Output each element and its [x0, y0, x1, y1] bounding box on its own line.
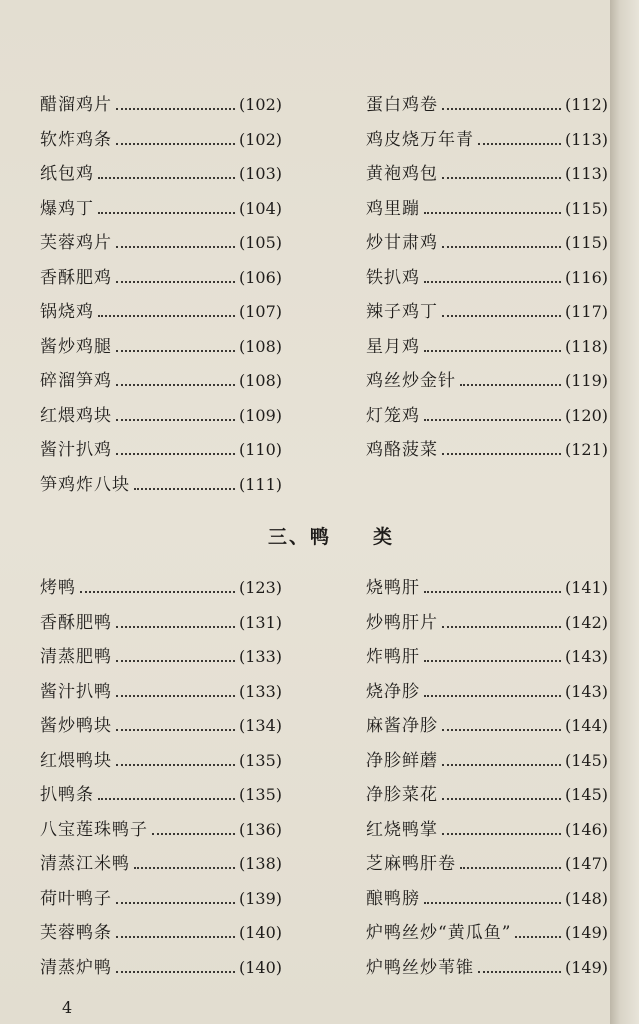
entry-page-number: (120) [564, 405, 608, 425]
entry-page-number: (119) [564, 371, 608, 390]
entry-title: 炉鸭丝炒“黄瓜鱼” [366, 923, 512, 943]
toc-entry [366, 782, 608, 808]
entry-title: 酱汁扒鸭 [40, 681, 112, 702]
toc-entry [366, 748, 608, 774]
toc-entry [40, 920, 282, 946]
entry-page-number: (146) [564, 819, 608, 839]
entry-title: 炒甘肃鸡 [366, 233, 438, 253]
dot-leader [442, 313, 561, 317]
toc-entry [366, 334, 608, 360]
entry-title: 笋鸡炸八块 [40, 474, 130, 495]
dot-leader [116, 624, 235, 628]
toc-entry [366, 575, 608, 601]
toc-entry [40, 92, 282, 118]
dot-leader [478, 969, 561, 973]
entry-page-number: (143) [564, 647, 608, 666]
entry-title: 纸包鸡 [40, 164, 94, 184]
entry-title: 麻酱净胗 [366, 716, 438, 736]
entry-page-number: (139) [238, 888, 282, 908]
toc-entry [366, 92, 608, 118]
dot-leader [424, 417, 561, 421]
entry-page-number: (140) [238, 957, 282, 977]
entry-page-number: (133) [238, 681, 282, 701]
entry-title: 扒鸭条 [40, 785, 94, 805]
toc-entry [40, 817, 282, 843]
entry-page-number: (113) [564, 164, 608, 183]
entry-title: 红煨鸡块 [40, 405, 112, 426]
dot-leader [460, 865, 561, 869]
dot-leader [424, 210, 561, 214]
entry-title: 星月鸡 [366, 336, 420, 357]
dot-leader [424, 693, 561, 697]
dot-leader [424, 658, 561, 662]
entry-page-number: (102) [238, 129, 282, 149]
dot-leader [116, 658, 235, 662]
entry-page-number: (113) [564, 129, 608, 149]
dot-leader [478, 141, 561, 145]
toc-entry [40, 886, 282, 912]
dot-leader [134, 865, 235, 869]
toc-entry [40, 334, 282, 360]
dot-leader [116, 727, 235, 731]
entry-page-number: (117) [564, 302, 608, 321]
entry-title: 蛋白鸡卷 [366, 95, 438, 115]
dot-leader [424, 279, 561, 283]
entry-title: 芙蓉鸡片 [40, 233, 112, 253]
entry-title: 香酥肥鸭 [40, 612, 112, 633]
entry-title: 醋溜鸡片 [40, 95, 112, 115]
dot-leader [424, 900, 561, 904]
entry-page-number: (109) [238, 405, 282, 425]
dot-leader [98, 210, 235, 214]
toc-entry [40, 610, 282, 636]
toc-entry [366, 299, 608, 325]
entry-title: 芙蓉鸭条 [40, 923, 112, 943]
entry-title: 软炸鸡条 [40, 129, 112, 150]
entry-title: 炒鸭肝片 [366, 612, 438, 633]
toc-entry [40, 713, 282, 739]
toc-entry [366, 851, 608, 877]
dot-leader [152, 831, 235, 835]
entry-title: 锅烧鸡 [40, 302, 94, 322]
entry-title: 荷叶鸭子 [40, 888, 112, 909]
entry-page-number: (108) [238, 336, 282, 356]
dot-leader [442, 451, 561, 455]
dot-leader [116, 141, 235, 145]
entry-title: 铁扒鸡 [366, 267, 420, 288]
toc-entry [366, 644, 608, 670]
entry-page-number: (116) [564, 267, 608, 287]
dot-leader [442, 244, 561, 248]
entry-page-number: (135) [238, 750, 282, 770]
entry-title: 芝麻鸭肝卷 [366, 854, 456, 874]
entry-title: 香酥肥鸡 [40, 267, 112, 288]
entry-page-number: (138) [238, 854, 282, 873]
dot-leader [442, 762, 561, 766]
entry-page-number: (115) [564, 198, 608, 218]
entry-page-number: (112) [564, 95, 608, 114]
entry-title: 红煨鸭块 [40, 750, 112, 771]
toc-entry [366, 920, 608, 946]
entry-page-number: (148) [564, 888, 608, 908]
dot-leader [116, 969, 235, 973]
dot-leader [116, 279, 235, 283]
toc-entry [40, 265, 282, 291]
toc-entry [366, 679, 608, 705]
dot-leader [515, 934, 561, 938]
entry-page-number: (135) [238, 785, 282, 804]
toc-entry [40, 748, 282, 774]
entry-page-number: (105) [238, 233, 282, 252]
toc-entry [366, 610, 608, 636]
entry-title: 净胗鲜蘑 [366, 750, 438, 771]
toc-entry [40, 472, 282, 498]
toc-entry [40, 437, 282, 463]
dot-leader [460, 382, 561, 386]
toc-entry [40, 679, 282, 705]
entry-page-number: (110) [238, 440, 282, 459]
dot-leader [116, 900, 235, 904]
entry-title: 辣子鸡丁 [366, 302, 438, 322]
entry-page-number: (102) [238, 95, 282, 114]
dot-leader [98, 313, 235, 317]
entry-page-number: (111) [238, 474, 282, 494]
entry-page-number: (142) [564, 612, 608, 632]
toc-entry [366, 265, 608, 291]
dot-leader [98, 796, 235, 800]
toc-entry [366, 127, 608, 153]
toc-entry [40, 299, 282, 325]
toc-entry [366, 368, 608, 394]
toc-entry [40, 955, 282, 981]
entry-page-number: (136) [238, 819, 282, 839]
entry-title: 鸡里蹦 [366, 198, 420, 219]
toc-entry [366, 403, 608, 429]
entry-title: 烧净胗 [366, 681, 420, 702]
toc-entry [366, 196, 608, 222]
toc-entry [40, 161, 282, 187]
dot-leader [442, 727, 561, 731]
entry-title: 鸡皮烧万年青 [366, 129, 474, 150]
entry-page-number: (107) [238, 302, 282, 321]
entry-title: 清蒸炉鸭 [40, 957, 112, 978]
toc-entry [366, 955, 608, 981]
entry-title: 酱炒鸡腿 [40, 336, 112, 357]
dot-leader [442, 106, 561, 110]
entry-title: 烧鸭肝 [366, 578, 420, 598]
toc-entry [366, 886, 608, 912]
entry-title: 炉鸭丝炒苇锥 [366, 957, 474, 978]
entry-page-number: (108) [238, 371, 282, 390]
entry-page-number: (118) [564, 336, 608, 356]
toc-entry [366, 161, 608, 187]
entry-page-number: (133) [238, 647, 282, 666]
toc-entry [366, 230, 608, 256]
dot-leader [116, 762, 235, 766]
dot-leader [424, 589, 561, 593]
dot-leader [116, 348, 235, 352]
toc-entry [366, 437, 608, 463]
entry-title: 酱炒鸭块 [40, 716, 112, 736]
toc-entry [40, 230, 282, 256]
dot-leader [98, 175, 235, 179]
toc-entry [40, 368, 282, 394]
toc-entry [40, 782, 282, 808]
dot-leader [442, 831, 561, 835]
entry-page-number: (147) [564, 854, 608, 873]
entry-page-number: (104) [238, 198, 282, 218]
entry-title: 烤鸭 [40, 578, 76, 598]
entry-title: 清蒸肥鸭 [40, 647, 112, 667]
entry-page-number: (123) [238, 578, 282, 597]
toc-entry [366, 817, 608, 843]
entry-page-number: (149) [564, 957, 608, 977]
entry-page-number: (140) [238, 923, 282, 942]
dot-leader [134, 486, 235, 490]
entry-page-number: (149) [564, 923, 608, 942]
entry-title: 鸡酪菠菜 [366, 440, 438, 460]
entry-page-number: (145) [564, 750, 608, 770]
entry-page-number: (143) [564, 681, 608, 701]
entry-page-number: (106) [238, 267, 282, 287]
dot-leader [116, 106, 235, 110]
dot-leader [116, 934, 235, 938]
entry-page-number: (103) [238, 164, 282, 183]
toc-entry [40, 127, 282, 153]
dot-leader [116, 244, 235, 248]
entry-title: 清蒸江米鸭 [40, 854, 130, 874]
entry-title: 炸鸭肝 [366, 647, 420, 667]
entry-page-number: (121) [564, 440, 608, 459]
dot-leader [442, 175, 561, 179]
dot-leader [116, 451, 235, 455]
entry-title: 酿鸭膀 [366, 888, 420, 909]
dot-leader [116, 417, 235, 421]
toc-entry [40, 575, 282, 601]
entry-title: 爆鸡丁 [40, 198, 94, 219]
entry-page-number: (141) [564, 578, 608, 597]
entry-title: 净胗菜花 [366, 785, 438, 805]
dot-leader [442, 624, 561, 628]
page-edge [610, 0, 639, 1024]
dot-leader [424, 348, 561, 352]
entry-page-number: (115) [564, 233, 608, 252]
dot-leader [80, 589, 235, 593]
entry-title: 八宝莲珠鸭子 [40, 819, 148, 840]
toc-entry [40, 851, 282, 877]
entry-title: 红烧鸭掌 [366, 819, 438, 840]
page-number: 4 [62, 998, 73, 1017]
toc-entry [40, 644, 282, 670]
entry-title: 鸡丝炒金针 [366, 371, 456, 391]
section-heading: 三、鸭 类 [268, 526, 395, 548]
entry-title: 碎溜笋鸡 [40, 371, 112, 391]
toc-entry [40, 403, 282, 429]
dot-leader [442, 796, 561, 800]
entry-title: 酱汁扒鸡 [40, 440, 112, 460]
toc-entry [366, 713, 608, 739]
dot-leader [116, 693, 235, 697]
toc-entry [40, 196, 282, 222]
entry-page-number: (131) [238, 612, 282, 632]
entry-title: 黄袍鸡包 [366, 164, 438, 184]
entry-page-number: (134) [238, 716, 282, 735]
entry-page-number: (145) [564, 785, 608, 804]
dot-leader [116, 382, 235, 386]
entry-title: 灯笼鸡 [366, 405, 420, 426]
entry-page-number: (144) [564, 716, 608, 735]
